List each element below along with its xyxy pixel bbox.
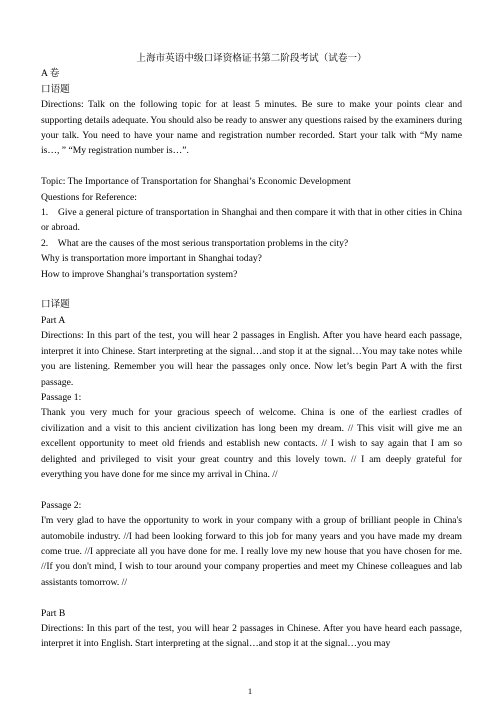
- volume-label: A 卷: [41, 68, 60, 80]
- speaking-directions: Directions: Talk on the following topic for at least 5 minutes. Be sure to make your points clear and supporting details adequate. You should also be ready to answer any questions raised by the examiners during your talk. You need to have your name and registration number recorded. Start your talk with “My name is…, ” “My registration number is…”.: [41, 99, 462, 157]
- page-title: 上海市英语中级口译资格证书第二阶段考试（试卷一）: [136, 53, 367, 64]
- question-4: How to improve Shanghai’s transportation system?: [41, 268, 238, 280]
- part-b-label: Part B: [41, 607, 66, 619]
- question-2: 2. What are the causes of the most serious transportation problems in the city?: [41, 237, 349, 249]
- interpretation-heading: 口译题: [41, 299, 70, 311]
- part-b-directions: Directions: In this part of the test, you will hear 2 passages in Chinese. After you have heard each passage, interpret it into English. Start interpreting at the signal…and stop it at the signal…you may: [41, 622, 462, 650]
- speaking-heading: 口语题: [41, 83, 70, 95]
- spacer: [41, 159, 462, 174]
- speaking-topic: Topic: The Importance of Transportation for Shanghai’s Economic Development: [41, 176, 351, 188]
- page-number: 1: [247, 686, 253, 696]
- page-content: [41, 51, 462, 652]
- passage-1-label: Passage 1:: [41, 391, 82, 403]
- part-a-directions: Directions: In this part of the test, you will hear 2 passages in English. After you have heard each passage, interpret it into Chinese. Start interpreting at the signal…and stop it at the signal…You may take notes while you are listening. Remember you will hear the passages only once. Now let’s begin Part A with the first passage.: [41, 330, 462, 388]
- passage-1-text: Thank you very much for your gracious speech of welcome. China is one of the earliest cradles of civilization and a visit to this ancient civilization has long been my dream. // This visit will give me an excellent opportunity to meet old friends and establish new contacts. // I wish to say again that I am so delighted and privileged to visit your great country and this lovely town. // I am deeply grateful for everything you have done for me since my arrival in China. //: [41, 407, 462, 480]
- passage-2-label: Passage 2:: [41, 499, 82, 511]
- passage-2-text: I'm very glad to have the opportunity to work in your company with a group of brilliant people in China's automobile industry. //I had been looking forward to this job for many years and you have made my dream come true. //I appreciate all you have done for me. I really love my new house that you have chosen for me. //If you don't mind, I wish to tour around your company properties and meet my Chinese colleagues and lab assistants tomorrow. //: [41, 515, 462, 588]
- spacer: [41, 590, 462, 605]
- questions-heading: Questions for Reference:: [41, 191, 137, 203]
- spacer: [41, 282, 462, 297]
- question-1: 1. Give a general picture of transportation in Shanghai and then compare it with that in other cities in China or abroad.: [41, 207, 462, 234]
- part-a-label: Part A: [41, 314, 66, 326]
- question-3: Why is transportation more important in Shanghai today?: [41, 253, 262, 265]
- spacer: [41, 482, 462, 497]
